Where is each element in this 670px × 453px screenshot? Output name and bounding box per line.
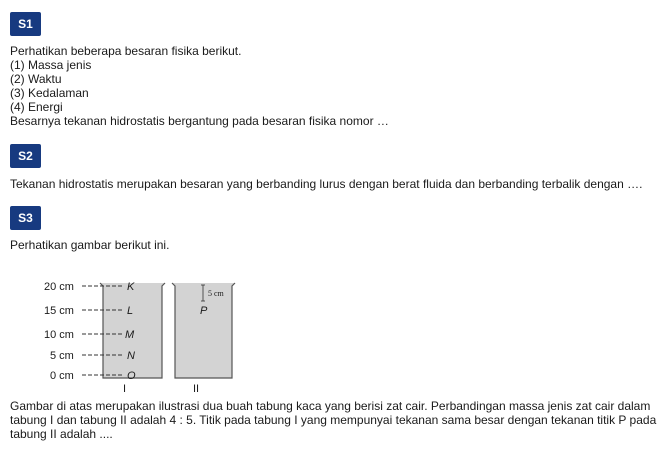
tube-2-glass [172,283,235,378]
question-badge-s1: S1 [10,12,41,36]
point-o: O [127,370,136,382]
scale-label-20: 20 cm [44,281,74,293]
q2-prompt: Tekanan hidrostatis merupakan besaran yang berbanding lurus dengan berat fluida dan berbanding terbalik dengan …. [10,177,643,191]
q1-item-4: (4) Energi [10,100,63,114]
q1-intro: Perhatikan beberapa besaran fisika berikut. [10,44,242,58]
question-badge-s3: S3 [10,206,41,230]
scale-label-5: 5 cm [50,350,74,362]
point-l: L [127,305,134,317]
q1-item-2: (2) Waktu [10,72,62,86]
point-k: K [127,281,135,293]
q3-intro: Perhatikan gambar berikut ini. [10,238,170,252]
scale-label-10: 10 cm [44,329,74,341]
point-n: N [127,350,135,362]
q3-body: Gambar di atas merupakan ilustrasi dua buah tabung kaca yang berisi zat cair. Perbandingan massa jenis zat cair dalam tabung I dan tabung II adalah 4 : 5. Titik pada tabung I yang mempunyai tekanan sama besar dengan tekanan titik P pada tabung II adalah .... [10,399,657,441]
tube-label-1: I [123,383,127,395]
tube-label-2: II [193,383,200,395]
scale-label-15: 15 cm [44,305,74,317]
point-m: M [125,329,135,341]
tube-2-depth-marker: 5 cm [208,289,224,298]
question-badge-s2: S2 [10,144,41,168]
q1-item-3: (3) Kedalaman [10,86,89,100]
tubes-figure [40,272,260,396]
scale-label-0: 0 cm [50,370,74,382]
q1-prompt: Besarnya tekanan hidrostatis bergantung pada besaran fisika nomor … [10,114,389,128]
point-p: P [200,305,208,317]
q1-item-1: (1) Massa jenis [10,58,92,72]
